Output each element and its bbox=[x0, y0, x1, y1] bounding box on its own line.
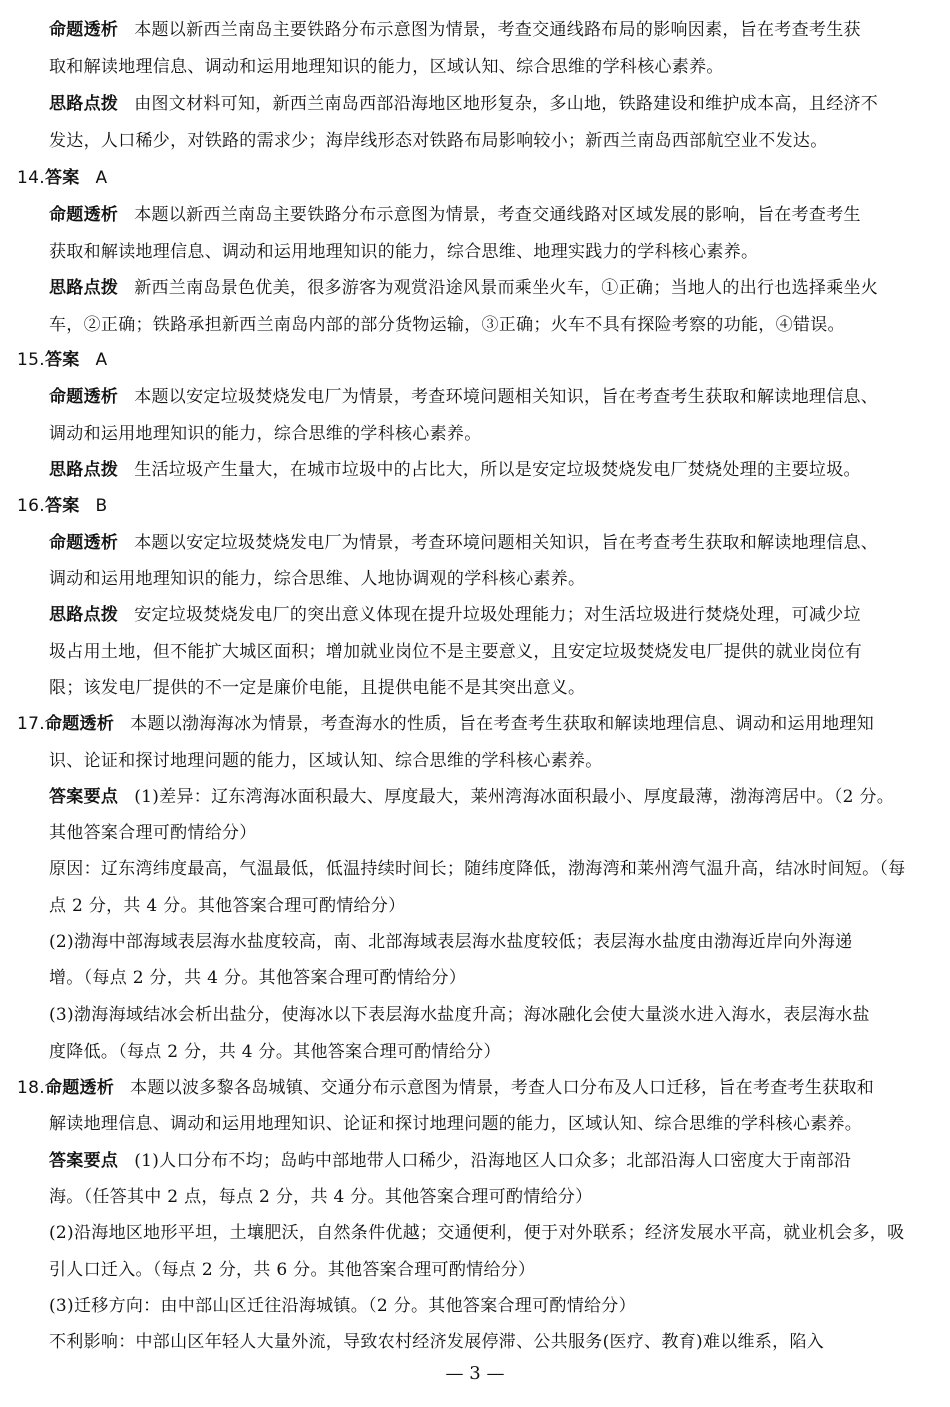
q16-proposition-line-2: 调动和运用地理知识的能力，综合思维、人地协调观的学科核心素养。 bbox=[49, 569, 586, 589]
q15-proposition-line-1: 命题透析 本题以安定垃圾焚烧发电厂为情景，考查环境问题相关知识，旨在考查考生获取和解读地理信息、 bbox=[49, 387, 879, 407]
answer-choice: A bbox=[95, 168, 108, 188]
q14-hint-line-1: 思路点拨 新西兰南岛景色优美，很多游客为观赏沿途风景而乘坐火车，①正确；当地人的出行也选择乘坐火 bbox=[49, 278, 879, 298]
question-number: 18. bbox=[17, 1078, 45, 1098]
q18-proposition-line-2: 解读地理信息、调动和运用地理知识、论证和探讨地理问题的能力，区域认知、综合思维的学科核心素养。 bbox=[49, 1114, 863, 1134]
q17-key-line-5: (2)渤海中部海域表层海水盐度较高，南、北部海域表层海水盐度较低；表层海水盐度由渤海近岸向外海递 bbox=[49, 932, 853, 952]
question-number: 14. bbox=[17, 168, 45, 188]
q18-key-line-6: 不利影响：中部山区年轻人大量外流，导致农村经济发展停滞、公共服务(医疗、教育)难以维系，陷入 bbox=[49, 1332, 825, 1352]
q13-proposition-line-1: 命题透析 本题以新西兰南岛主要铁路分布示意图为情景，考查交通线路布局的影响因素，旨在考查考生获 bbox=[49, 20, 861, 40]
page-number: — 3 — bbox=[445, 1363, 505, 1384]
hint-label: 思路点拨 bbox=[49, 605, 119, 625]
q18-key-line-4: 引人口迁入。（每点 2 分，共 6 分。其他答案合理可酌情给分） bbox=[49, 1260, 536, 1280]
answer-label: 答案 bbox=[44, 496, 80, 516]
q16-hint-line-3: 限；该发电厂提供的不一定是廉价电能，且提供电能不是其突出意义。 bbox=[49, 678, 586, 698]
q14-hint-line-2: 车，②正确；铁路承担新西兰南岛内部的部分货物运输，③正确；火车不具有探险考察的功能，④错误。 bbox=[49, 315, 845, 335]
hint-label: 思路点拨 bbox=[49, 94, 119, 114]
key-points-label: 答案要点 bbox=[49, 1151, 119, 1171]
q18-key-line-3: (2)沿海地区地形平坦，土壤肥沃，自然条件优越；交通便利，便于对外联系；经济发展水平高，就业机会多，吸 bbox=[49, 1223, 905, 1243]
q18-key-line-2: 海。（任答其中 2 点，每点 2 分，共 4 分。其他答案合理可酌情给分） bbox=[49, 1187, 593, 1207]
q16-answer-line bbox=[17, 494, 929, 518]
q17-key-line-6: 增。（每点 2 分，共 4 分。其他答案合理可酌情给分） bbox=[49, 968, 467, 988]
q17-key-line-3: 原因：辽东湾纬度最高，气温最低，低温持续时间长；随纬度降低，渤海湾和莱州湾气温升高，结冰时间短。（每 bbox=[49, 859, 906, 879]
key-points-label: 答案要点 bbox=[49, 787, 119, 807]
hint-label: 思路点拨 bbox=[49, 278, 119, 298]
q14-answer-line bbox=[17, 166, 929, 190]
q17-key-line-1: 答案要点 (1)差异：辽东湾海冰面积最大、厚度最大，莱州湾海冰面积最小、厚度最薄，渤海湾居中。（2 分。 bbox=[49, 787, 895, 807]
q17-proposition-line-1: 17.命题透析 本题以渤海海冰为情景，考查海水的性质，旨在考查考生获取和解读地理信息、调动和运用地理知 bbox=[17, 714, 875, 734]
q13-proposition-line-2: 取和解读地理信息、调动和运用地理知识的能力，区域认知、综合思维的学科核心素养。 bbox=[49, 57, 724, 77]
q18-proposition-line-1: 18.命题透析 本题以波多黎各岛城镇、交通分布示意图为情景，考查人口分布及人口迁移，旨在考查考生获取和 bbox=[17, 1078, 875, 1098]
question-number: 15. bbox=[17, 350, 45, 370]
q13-hint-line-1: 思路点拨 由图文材料可知，新西兰南岛西部沿海地区地形复杂，多山地，铁路建设和维护成本高，且经济不 bbox=[49, 94, 879, 114]
answer-choice: A bbox=[95, 350, 108, 370]
q17-key-line-4: 点 2 分，共 4 分。其他答案合理可酌情给分） bbox=[49, 896, 406, 916]
q18-key-line-5: (3)迁移方向：由中部山区迁往沿海城镇。（2 分。其他答案合理可酌情给分） bbox=[49, 1296, 636, 1316]
q14-proposition-line-2: 获取和解读地理信息、调动和运用地理知识的能力，综合思维、地理实践力的学科核心素养。 bbox=[49, 242, 759, 262]
hint-label: 思路点拨 bbox=[49, 460, 119, 480]
proposition-label: 命题透析 bbox=[49, 387, 119, 407]
q16-hint-line-1: 思路点拨 安定垃圾焚烧发电厂的突出意义体现在提升垃圾处理能力；对生活垃圾进行焚烧处理，可减少垃 bbox=[49, 605, 861, 625]
q15-hint-line-1: 思路点拨 生活垃圾产生量大，在城市垃圾中的占比大，所以是安定垃圾焚烧发电厂焚烧处理的主要垃圾。 bbox=[49, 460, 861, 480]
proposition-label: 命题透析 bbox=[44, 714, 115, 734]
q17-key-line-2: 其他答案合理可酌情给分） bbox=[49, 823, 257, 843]
q16-hint-line-2: 圾占用土地，但不能扩大城区面积；增加就业岗位不是主要意义，且安定垃圾焚烧发电厂提供的就业岗位有 bbox=[49, 642, 863, 662]
q17-key-line-7: (3)渤海海域结冰会析出盐分，使海冰以下表层海水盐度升高；海冰融化会使大量淡水进入海水，表层海水盐 bbox=[49, 1005, 870, 1025]
answer-label: 答案 bbox=[44, 168, 80, 188]
proposition-label: 命题透析 bbox=[49, 20, 119, 40]
q15-answer-line bbox=[17, 348, 929, 372]
q17-key-line-8: 度降低。（每点 2 分，共 4 分。其他答案合理可酌情给分） bbox=[49, 1042, 501, 1062]
q14-proposition-line-1: 命题透析 本题以新西兰南岛主要铁路分布示意图为情景，考查交通线路对区域发展的影响，旨在考查考生 bbox=[49, 205, 861, 225]
q17-proposition-line-2: 识、论证和探讨地理问题的能力，区域认知、综合思维的学科核心素养。 bbox=[49, 751, 603, 771]
answer-choice: B bbox=[95, 496, 108, 516]
q16-proposition-line-1: 命题透析 本题以安定垃圾焚烧发电厂为情景，考查环境问题相关知识，旨在考查考生获取和解读地理信息、 bbox=[49, 533, 879, 553]
answer-label: 答案 bbox=[44, 350, 80, 370]
question-number: 17. bbox=[17, 714, 45, 734]
proposition-label: 命题透析 bbox=[49, 533, 119, 553]
q18-key-line-1: 答案要点 (1)人口分布不均；岛屿中部地带人口稀少，沿海地区人口众多；北部沿海人口密度大于南部沿 bbox=[49, 1151, 852, 1171]
q15-proposition-line-2: 调动和运用地理知识的能力，综合思维的学科核心素养。 bbox=[49, 424, 482, 444]
q13-hint-line-2: 发达，人口稀少，对铁路的需求少；海岸线形态对铁路布局影响较小；新西兰南岛西部航空业不发达。 bbox=[49, 131, 828, 151]
question-number: 16. bbox=[17, 496, 45, 516]
proposition-label: 命题透析 bbox=[49, 205, 119, 225]
proposition-label: 命题透析 bbox=[44, 1078, 115, 1098]
